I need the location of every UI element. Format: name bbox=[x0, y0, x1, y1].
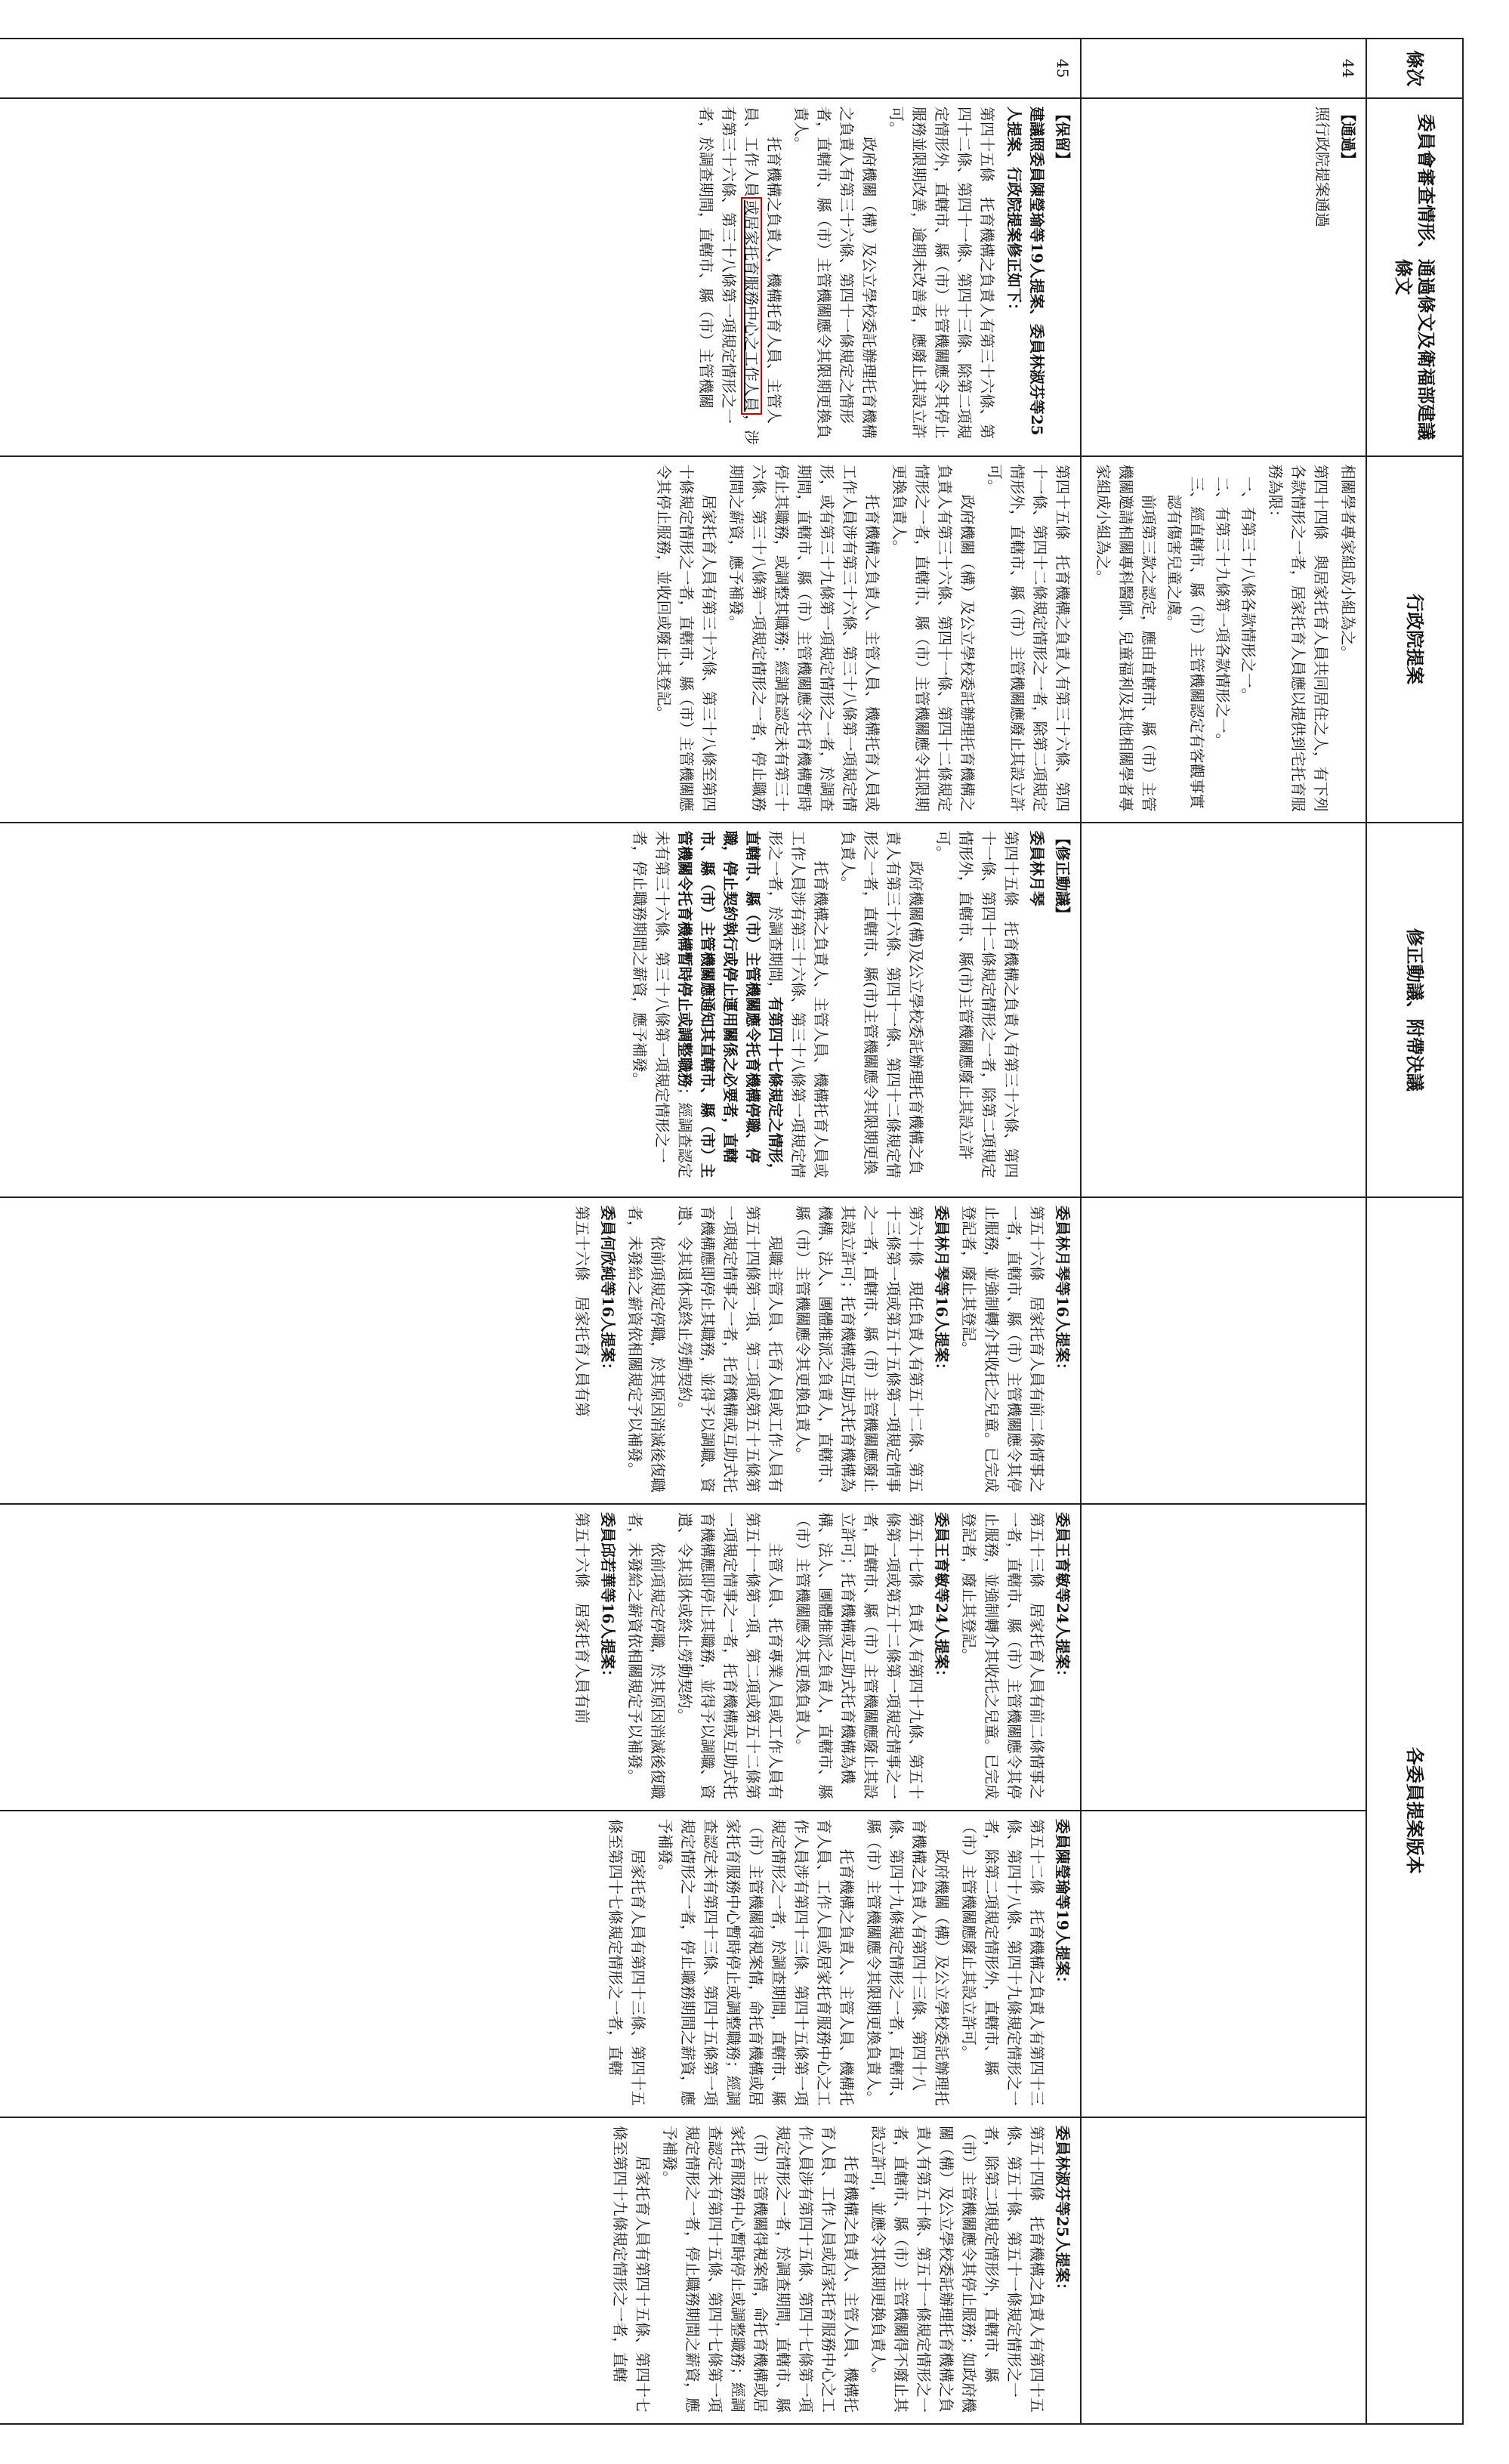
proposal-para: 依前項規定停職，於其原因消滅後復職者，未發給之薪資依相關規定予以補發。 bbox=[626, 1205, 667, 1493]
proposal-cell bbox=[1081, 2117, 1366, 2424]
amend-mover: 委員林月琴 bbox=[1028, 830, 1046, 906]
comparison-table bbox=[0, 38, 1464, 2425]
committee-para: 政府機關（構）及公立學校委託辦理托育機構之負責人有第三十六條、第四十一條規定之情形者，直轄市、縣（市）主管機關應令其限期更換負責人。 bbox=[792, 106, 878, 439]
proposal-para: 第五十二條 托育機構之負責人有第四十三條、第四十八條、第四十九條規定情形之一者，除第二項規定情形外，直轄市、縣（市）主管機關應廢止其設立許可。 bbox=[960, 1818, 1046, 2106]
exec-item: 二、有第三十九條第一項各款情形之一。 bbox=[1214, 476, 1232, 749]
committee-added-text: 或居家托育服務中心之工作人員 bbox=[741, 197, 762, 415]
proposal-cell bbox=[1081, 1811, 1366, 2117]
proposal-title: 委員林淑芬等25人提案： bbox=[1054, 2125, 1072, 2298]
exec-para: 居家托育人員有第三十六條、第三十八條至第四十條規定情形之一者，直轄市、縣（市）主管機關應令其停止服務，並收回或廢止其登記。 bbox=[655, 464, 718, 812]
committee-cell bbox=[1081, 98, 1366, 456]
proposal-title: 委員林月琴等16人提案： bbox=[1054, 1205, 1072, 1378]
proposal-title: 委員王育敏等24人提案： bbox=[1054, 1511, 1072, 1684]
header-amend: 修正動議、附帶決議 bbox=[1366, 823, 1463, 1197]
header-exec: 行政院提案 bbox=[1366, 456, 1463, 823]
exec-para: 政府機關（構）及公立學校委託辦理托育機構之負責人有第三十六條、第四十一條、第四十二條規定情形之一者，直轄市、縣（市）主管機關應令其限期更換負責人。 bbox=[890, 464, 977, 812]
proposal-para: 居家托育人員有第四十五條、第四十七條至第四十九條規定情形之一者，直轄 bbox=[611, 2125, 652, 2413]
row-number: 44 bbox=[1081, 39, 1366, 98]
proposal-para: 現職主管人員、托育人員或工作人員有第五十四條第一項、第二項或第五十五條第一項規定情事之一者，托育機構或互助式托育機構應即停止其職務，並得予以調職、資遣、令其退休或終止勞動契約。 bbox=[676, 1205, 785, 1493]
amend-title: 【修正動議】 bbox=[1054, 830, 1072, 922]
committee-cell bbox=[0, 98, 1081, 456]
proposal-para: 主管人員、托育專業人員或工作人員有第五十一條第一項、第二項或第五十二條第一項規定情事之一者，托育機構或互助式托育機構應即停止其職務，並得予以調職、資遣、令其退休或終止勞動契約。 bbox=[676, 1511, 785, 1799]
exec-item: 前項第三款之認定，應由直轄市、縣（市）主管機關邀請相關專科醫師、兒童福利及其他相關學者專家組成小組為之。 bbox=[1094, 464, 1158, 812]
committee-lead: 建議照委員陳瑩瑜等19人提案、委員林淑芬等25人提案、行政院提案修正如下： bbox=[1005, 106, 1046, 436]
proposal-cell bbox=[0, 2117, 1081, 2424]
exec-cell bbox=[1081, 456, 1366, 823]
committee-status: 【保留】 bbox=[1054, 106, 1072, 167]
header-committee: 委員會審查情形、通過條文及衛福部建議條文 bbox=[1366, 98, 1463, 456]
amend-para: 政府機關(構)及公立學校委託辦理托育機構之負責人有第三十六條、第四十一條、第四十二條規定情形之一者，直轄市、縣(市)主管機關應令其限期更換負責人。 bbox=[839, 830, 925, 1178]
amend-text-run-bold: 有第四十七條規定之情形，直轄市、縣（市）主管機關應令托育機構停職、停職，停止契約執行或停止運用關係之必要者， bbox=[721, 830, 785, 1178]
amend-text-run: ；經調查認定未有第三十六條、第三十八條第一項規定情形之一者，停止職務期間之薪資，應予補發。 bbox=[631, 830, 694, 1178]
table-row bbox=[0, 39, 1081, 2424]
amend-cell bbox=[1081, 823, 1366, 1197]
proposal-para: 托育機構之負責人、主管人員、機構托育人員、工作人員或居家托育服務中心之工作人員涉有第四十三條、第四十五條第一項規定情形之一者，於調查期間，直轄市、縣（市）主管機關得視案情，命托育機構或居家托育服務中心暫時停止或調整職務；經調查認定未有第四十三條、第四十五條第一項規定情形之一者，停止職務期間之薪資，應予補發。 bbox=[656, 1818, 856, 2106]
amend-text-run-bold: 直轄市、縣（市）主管機關應通知其直轄市、縣（市）主管機關令托育機構暫時停止或調整職務 bbox=[676, 830, 739, 1178]
committee-text: 照行政院提案通過 bbox=[1313, 106, 1332, 227]
proposal-title: 委員何欣純等16人提案： bbox=[599, 1205, 617, 1378]
proposal-para: 第六十條 現任負責人有第五十二條、第五十三條第一項或第五十五條第一項規定情事之一者，直轄市、縣（市）主管機關應廢止其設立許可；托育機構或互助式托育機構為機構、法人、團體推派之負責人，直轄市、縣（市）主管機關應令其更換負責人。 bbox=[794, 1205, 925, 1493]
exec-para: 第四十五條 托育機構之負責人有第三十六條、第四十一條、第四十二條規定情形之一者，除第二項規定情形外，直轄市、縣（市）主管機關應廢止其設立許可。 bbox=[986, 464, 1072, 812]
committee-para: 第四十五條 托育機構之負責人有第三十六條、第四十二條、第四十一條、第四十三條、除第二項規定情形外，直轄市、縣（市）主管機關應令其停止服務並限期改善，逾期未改善者，應廢止其設立許可。 bbox=[887, 106, 996, 439]
proposal-cell bbox=[0, 1811, 1081, 2117]
amend-text-run: 托育機構之負責人、主管人員、機構托育人員或工作人員涉有第三十六條、第三十八條第一項規定情形之一者，於調查期間， bbox=[767, 830, 830, 1178]
committee-text-run: 托育機構之負責人，機構托育人員、主管人員、工作人員 bbox=[742, 106, 783, 424]
proposal-title: 委員陳瑩瑜等19人提案： bbox=[1054, 1818, 1072, 1991]
proposal-para: 第五十六條 居家托育人員有前二條情事之一者，直轄市、縣（市）主管機關應令其停止服務，並強制轉介其收托之兒童。已完成登記者，廢止其登記。 bbox=[960, 1205, 1046, 1493]
exec-lead: 相關學者專家組成小組為之。 bbox=[1339, 464, 1357, 661]
proposal-cell bbox=[0, 1504, 1081, 1811]
proposal-para: 第五十三條 居家托育人員有前二條情事之一者，直轄市、縣（市）主管機關應令其停止服務，並強制轉介其收托之兒童。已完成登記者，廢止其登記。 bbox=[960, 1511, 1046, 1799]
proposal-title: 委員王育敏等24人提案： bbox=[933, 1511, 951, 1684]
table-row bbox=[1081, 39, 1366, 2424]
proposal-para: 政府機關（構）及公立學校委託辦理托育機構之負責人有第四十三條、第四十八條、第四十九條規定情形之一者，直轄市、縣（市）主管機關應令其限期更換負責人。 bbox=[865, 1818, 951, 2106]
amend-cell bbox=[0, 823, 1081, 1197]
exec-cell bbox=[0, 456, 1081, 823]
committee-para bbox=[695, 107, 785, 448]
row-number: 45 bbox=[0, 39, 1081, 98]
header-no: 條次 bbox=[1366, 39, 1463, 98]
exec-item: 一、有第三十八條各款情形之一。 bbox=[1239, 476, 1258, 703]
proposal-para: 托育機構之負責人、主管人員、機構托育人員、工作人員或居家托育服務中心之工作人員涉有第四十五條、第四十七條第一項規定情形之一者，於調查期間，直轄市、縣（市）主管機關得視案情，命托育機構或居家托育服務中心暫時停止或調整職務；經調查認定未有第四十五條、第四十七條第一項規定情形之一者，停止職務期間之薪資，應予補發。 bbox=[661, 2125, 860, 2413]
amend-para: 第四十五條 托育機構之負責人有第三十六條、第四十一條、第四十二條規定情形之一者，除第二項規定情形外，直轄市、縣(市)主管機關應廢止其設立許可。 bbox=[934, 830, 1020, 1178]
proposal-para: 依前項規定停職，於其原因消滅後復職者，未發給之薪資依相關規定予以補發。 bbox=[626, 1511, 667, 1799]
proposal-para: 第五十七條 負責人有第四十九條、第五十條第一項或第五十二條第一項規定情事之一者，直轄市、縣（市）主管機關應廢止其設立許可；托育機構或互助式托育機構為機構、法人、團體推派之負責人，直轄市、縣（市）主管機關應令其更換負責人。 bbox=[794, 1511, 925, 1799]
proposal-para: 第五十六條 居家托育人員有前 bbox=[573, 1511, 591, 1724]
proposal-para: 第五十六條 居家托育人員有第 bbox=[573, 1205, 591, 1417]
committee-text-run: ，涉有第三十六條、第三十八條第一項規定情形之一者，於調查期間，直轄市、縣（市）主管機關 bbox=[697, 106, 761, 445]
proposal-title: 委員邱若華等16人提案： bbox=[599, 1511, 617, 1684]
amend-para bbox=[628, 831, 832, 1189]
proposal-cell bbox=[0, 1197, 1081, 1504]
proposal-cell bbox=[1081, 1504, 1366, 1811]
proposal-para: 第五十四條 托育機構之負責人有第四十五條、第五十條、第五十一條規定情形之一者，除第二項規定情形外，直轄市、縣（市）主管機關應令其停止服務；如政府機關（構）及公立學校委託辦理托育機構之負責人有第五十條、第五十一條規定情形之一者，直轄市、縣（市）主管機關得不廢止其設立許可，並應令其限期更換負責人。 bbox=[869, 2125, 1046, 2413]
header-row bbox=[1366, 39, 1463, 2424]
proposal-cell bbox=[1081, 1197, 1366, 1504]
proposal-para: 居家托育人員有第四十三條、第四十五條至第四十七條規定情形之一者，直轄 bbox=[606, 1818, 647, 2106]
header-proposals: 各委員提案版本 bbox=[1366, 1197, 1463, 2424]
exec-item: 三、經直轄市、縣（市）主管機關認定有客觀事實認有傷害兒童之虞。 bbox=[1165, 476, 1206, 809]
committee-status: 【通過】 bbox=[1339, 106, 1357, 167]
exec-para: 托育機構之負責人、主管人員、機構托育人員或工作人員涉有第三十六條、第三十八條第一項規定情形，或有第三十九條第一項規定情形之一者，於調查期間，直轄市、縣（市）主管機關應令托育機構暫時停止其職務，或調整其職務；經調查認定未有第三十六條、第三十八條第一項規定情形之一者，停止職務期間之薪資，應予補發。 bbox=[727, 464, 881, 812]
exec-article: 第四十四條 與居家托育人員共同居住之人，有下列各款情形之一者，居家托育人員應以提供到宅托育服務為限： bbox=[1267, 464, 1330, 812]
proposal-title: 委員林月琴等16人提案： bbox=[933, 1205, 951, 1378]
